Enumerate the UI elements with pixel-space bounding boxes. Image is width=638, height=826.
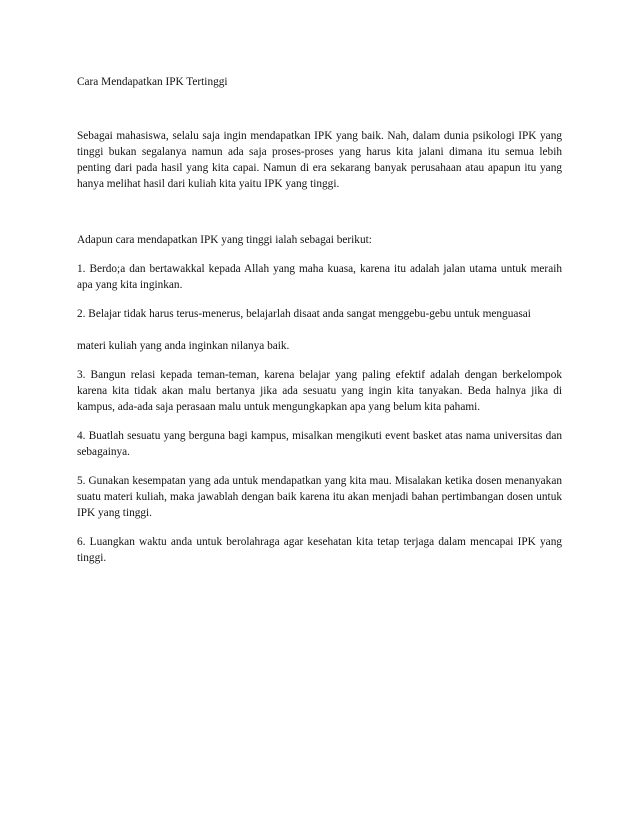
list-item: 1. Berdo;a dan bertawakkal kepada Allah yang maha kuasa, karena itu adalah jalan utama untuk meraih apa yang kita inginkan. (77, 263, 562, 291)
intro-paragraph: Sebagai mahasiswa, selalu saja ingin mendapatkan IPK yang baik. Nah, dalam dunia psikologi IPK yang tinggi bukan segalanya namun ada saja proses-proses yang harus kita jalani dimana itu semua lebih penting dari pada hasil yang kita capai. Namun di era sekarang banyak perusahaan atau apapun itu yang hanya melihat hasil dari kuliah kita yaitu IPK yang tinggi. (77, 130, 562, 190)
list-item: 3. Bangun relasi kepada teman-teman, karena belajar yang paling efektif adalah dengan berkelompok karena kita tidak akan malu bertanya jika ada sesuatu yang ingin kita tanyakan. Beda halnya jika di kampus, ada-ada saja perasaan malu untuk mengungkapkan apa yang belum kita pahami. (77, 369, 562, 413)
list-item: 6. Luangkan waktu anda untuk berolahraga agar kesehatan kita tetap terjaga dalam mencapai IPK yang tinggi. (77, 536, 562, 564)
document-body (77, 74, 562, 579)
list-item: 2. Belajar tidak harus terus-menerus, belajarlah disaat anda sangat menggebu-gebu untuk menguasai (77, 308, 531, 320)
list-lead-paragraph: Adapun cara mendapatkan IPK yang tinggi ialah sebagai berikut: (77, 234, 372, 246)
list-item: 5. Gunakan kesempatan yang ada untuk mendapatkan yang kita mau. Misalakan ketika dosen menanyakan suatu materi kuliah, maka jawablah dengan baik karena itu akan menjadi bahan pertimbangan dosen untuk IPK yang tinggi. (77, 475, 562, 519)
list-item: 4. Buatlah sesuatu yang berguna bagi kampus, misalkan mengikuti event basket atas nama universitas dan sebagainya. (77, 430, 562, 458)
list-item-continuation: materi kuliah yang anda inginkan nilanya baik. (77, 340, 290, 352)
document-title: Cara Mendapatkan IPK Tertinggi (77, 76, 228, 88)
